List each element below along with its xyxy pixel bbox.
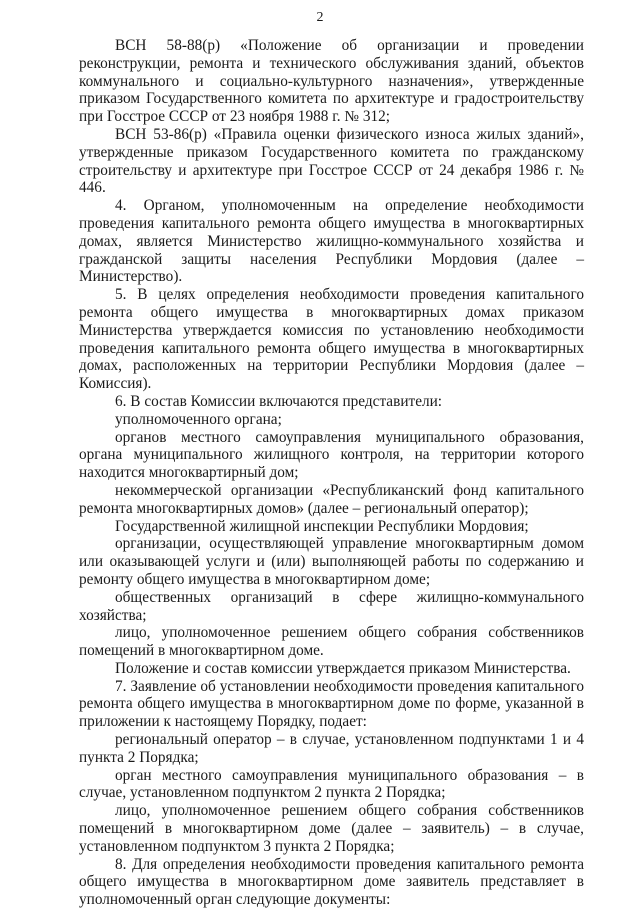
paragraph-vsn-58-88: ВСН 58-88(р) «Положение об организации и проведении реконструкции, ремонта и технического обслуживания зданий, объектов коммунального и социально-культурного назначения», утвержденные приказом Государственного комитета по архитектуре и градостроительству при Госстрое СССР от 23 ноября 1988 г. № 312; bbox=[79, 37, 584, 126]
list-item-authorized-body: уполномоченного органа; bbox=[115, 410, 282, 428]
list-item-regional-operator: некоммерческой организации «Республиканский фонд капитального ремонта многоквартирных домов» (далее – региональный оператор); bbox=[79, 481, 584, 517]
paragraph-item-5: 5. В целях определения необходимости проведения капитального ремонта общего имущества в многоквартирных домах приказом Министерства утверждается комиссия по установлению необходимости проведения капитального ремонта общего имущества в многоквартирных домах, расположенных на территории Республики Мордовия (далее – Комиссия). bbox=[79, 286, 584, 393]
paragraph-item-4: 4. Органом, уполномоченным на определение необходимости проведения капитального ремонта общего имущества в многоквартирных домах, является Министерство жилищно-коммунального хозяйства и гражданской защиты населения Республики Мордовия (далее – Министерство). bbox=[79, 197, 584, 286]
list-item-management-organization: организации, осуществляющей управление многоквартирным домом или оказывающей услуги и (или) выполняющей работы по содержанию и ремонту общего имущества в многоквартирном доме; bbox=[79, 535, 584, 588]
paragraph-item-6: 6. В состав Комиссии включаются представители: bbox=[115, 392, 443, 410]
page-number: 2 bbox=[316, 10, 324, 25]
list-item-applicant-regional-operator: региональный оператор – в случае, установленном подпунктами 1 и 4 пункта 2 Порядка; bbox=[79, 731, 584, 766]
list-item-housing-inspection: Государственной жилищной инспекции Республики Мордовия; bbox=[115, 517, 529, 535]
list-item-public-organizations: общественных организаций в сфере жилищно-коммунального хозяйства; bbox=[79, 588, 584, 624]
list-item-local-government: органов местного самоуправления муниципального образования, органа муниципального жилищного контроля, на территории которого находится многоквартирный дом; bbox=[79, 428, 584, 482]
list-item-owners-representative: лицо, уполномоченное решением общего собрания собственников помещений в многоквартирном доме. bbox=[79, 624, 584, 660]
list-item-applicant-local-government: орган местного самоуправления муниципального образования – в случае, установленном подпунктом 2 пункта 2 Порядка; bbox=[79, 766, 584, 802]
paragraph-vsn-53-86: ВСН 53-86(р) «Правила оценки физического износа жилых зданий», утвержденные приказом Государственного комитета по гражданскому строительству и архитектуре при Госстрое СССР от 24 декабря 1986 г. № 446. bbox=[79, 125, 584, 197]
paragraph-item-7: 7. Заявление об установлении необходимости проведения капитального ремонта общего имущества в многоквартирном доме по форме, указанной в приложении к настоящему Порядку, подает: bbox=[79, 677, 584, 731]
paragraph-commission-approval: Положение и состав комиссии утверждается приказом Министерства. bbox=[115, 659, 571, 677]
paragraph-item-8: 8. Для определения необходимости проведения капитального ремонта общего имущества в многоквартирном доме заявитель представляет в уполномоченный орган следующие документы: bbox=[79, 855, 584, 909]
document-body bbox=[79, 37, 584, 909]
list-item-applicant-owners-representative: лицо, уполномоченное решением общего собрания собственников помещений в многоквартирном доме (далее – заявитель) – в случае, установленном подпунктом 3 пункта 2 Порядка; bbox=[79, 802, 584, 855]
